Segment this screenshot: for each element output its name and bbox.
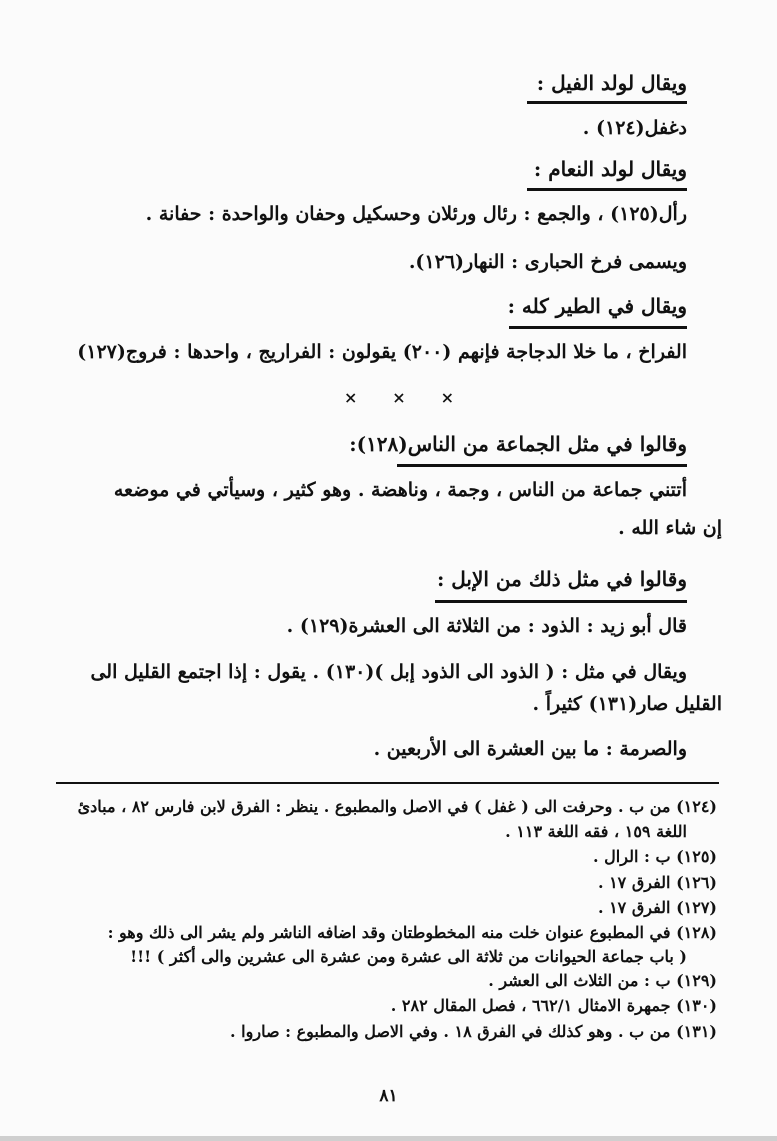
page-number: ٨١ [379, 1086, 398, 1106]
footnote: (١٣١) من ب . وهو كذلك في الفرق ١٨ . وفي الاصل والمطبوع : صاروا . [230, 1022, 717, 1041]
body-line: والصرمة : ما بين العشرة الى الأربعين . [373, 738, 687, 760]
footnote-separator [56, 782, 719, 784]
footnote: (١٢٥) ب : الرال . [593, 847, 717, 866]
body-line: رأل(١٢٥) ، والجمع : رئال ورئلان وحسكيل وحفان والواحدة : حفانة . [145, 203, 687, 225]
body-line: قال أبو زيد : الذود : من الثلاثة الى العشرة(١٢٩) . [286, 615, 687, 637]
heading-text: وقالوا في مثل ذلك من الإبل : [436, 567, 687, 591]
heading-text: ويقال لولد الفيل : [536, 71, 687, 95]
x-mark: × [344, 388, 358, 407]
body-line: ويسمى فرخ الحبارى : النهار(١٢٦). [408, 251, 687, 273]
heading-underline [509, 326, 687, 329]
body-line: القليل صار(١٣١) كثيراً . [532, 693, 722, 715]
heading-underline [527, 101, 687, 104]
heading-underline [397, 464, 687, 467]
x-mark: × [440, 388, 454, 407]
footnote: (١٢٤) من ب . وحرفت الى ( غفل ) في الاصل والمطبوع . ينظر : الفرق لابن فارس ٨٢ ، مبادئ [77, 797, 717, 816]
heading-underline [435, 600, 687, 603]
footnote: (١٣٠) جمهرة الامثال ٦٦٢/١ ، فصل المقال ٢٨٢ . [390, 996, 717, 1015]
body-line: دغفل(١٢٤) . [582, 117, 687, 139]
footnote: (١٢٦) الفرق ١٧ . [597, 873, 717, 892]
body-line: أتتني جماعة من الناس ، وجمة ، وناهضة . وهو كثير ، وسيأتي في موضعه [113, 479, 687, 501]
body-line: ويقال في مثل : ( الذود الى الذود إبل )(١٣٠) . يقول : إذا اجتمع القليل الى [90, 661, 687, 683]
footnote: (١٢٩) ب : من الثلاث الى العشر . [488, 971, 717, 990]
body-line: الفراخ ، ما خلا الدجاجة فإنهم (٢٠٠) يقولون : الفراريج ، واحدها : فروج(١٢٧) [77, 341, 687, 363]
footnote: ( باب جماعة الحيوانات من ثلاثة الى عشرة ومن عشرة الى عشرين والى أكثر ) !!! [130, 947, 687, 966]
footnote: (١٢٨) في المطبوع عنوان خلت منه المخطوطتان وقد اضافه الناشر ولم يشر الى ذلك وهو : [107, 923, 717, 942]
heading-underline [527, 188, 687, 191]
body-line: إن شاء الله . [618, 517, 722, 539]
footnote: اللغة ١٥٩ ، فقه اللغة ١١٣ . [505, 822, 687, 841]
footnote: (١٢٧) الفرق ١٧ . [597, 898, 717, 917]
section-separator [344, 388, 454, 407]
heading-text: وقالوا في مثل الجماعة من الناس(١٢٨): [349, 432, 687, 456]
heading-text: ويقال لولد النعام : [533, 157, 687, 181]
x-mark: × [392, 388, 406, 407]
scan-edge [0, 1136, 777, 1141]
heading-text: ويقال في الطير كله : [507, 294, 687, 318]
